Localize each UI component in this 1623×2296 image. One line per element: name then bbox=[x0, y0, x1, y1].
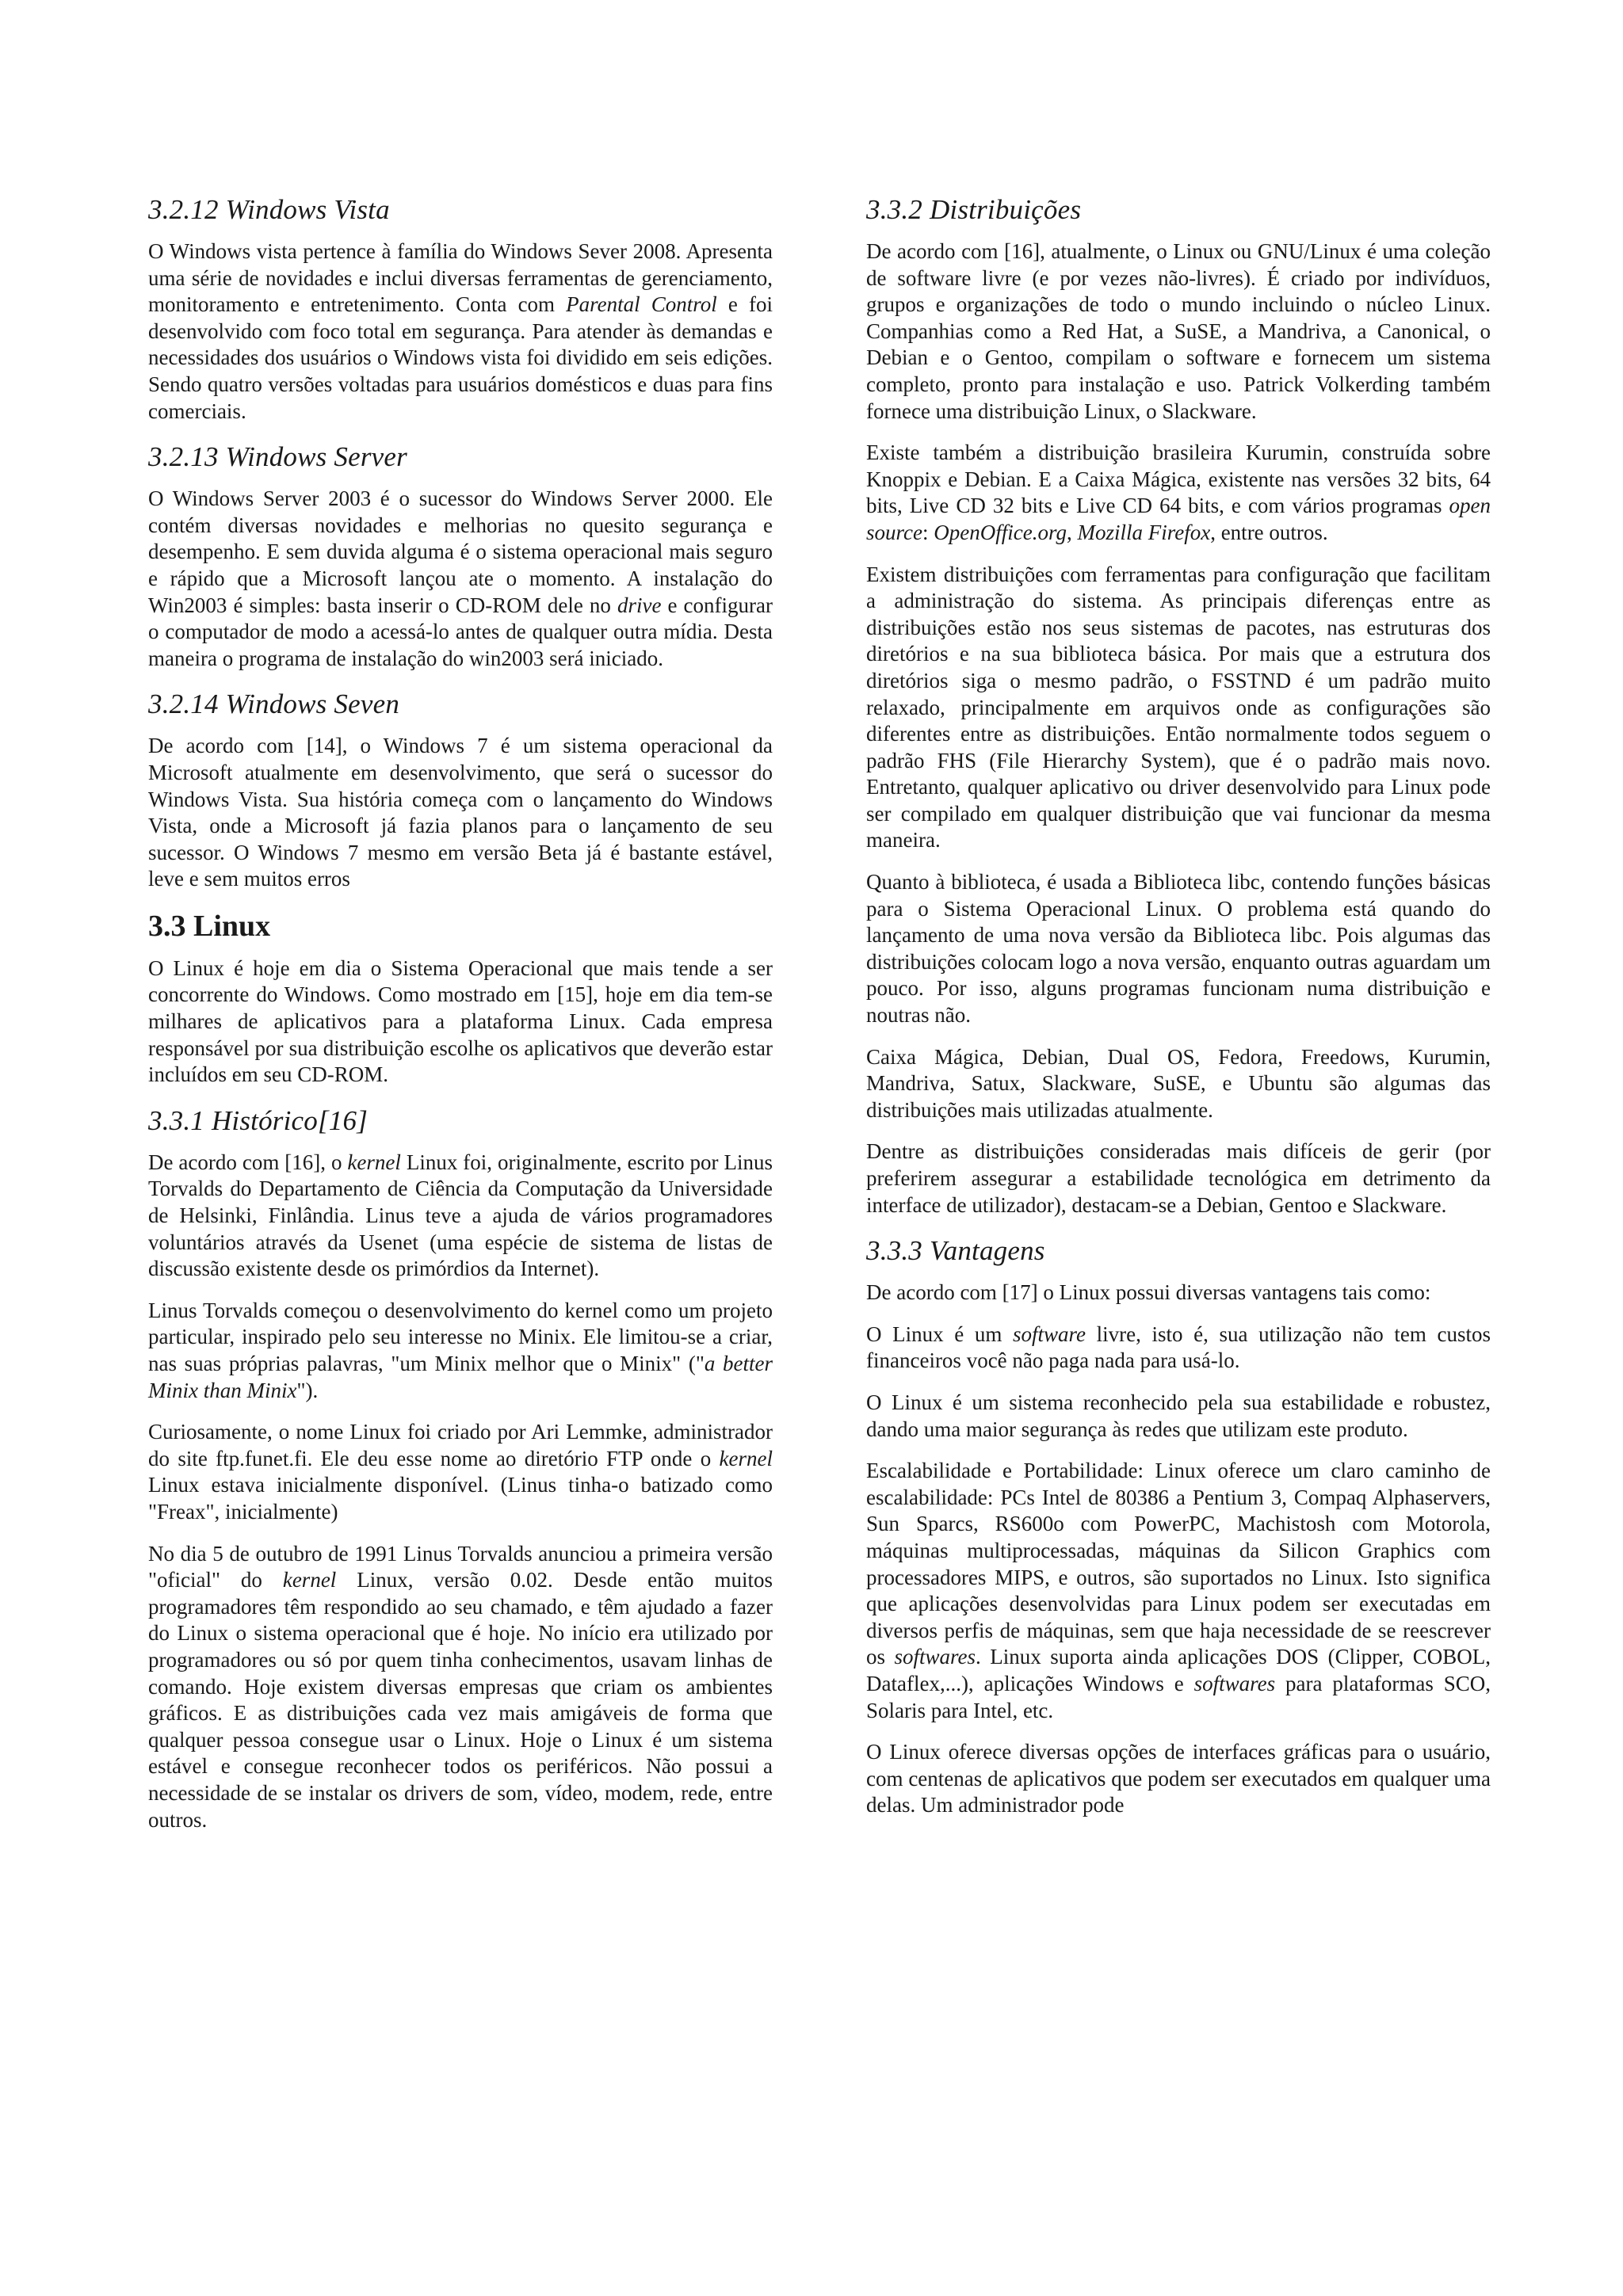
para-vantagens-5: O Linux oferece diversas opções de interfaces gráficas para o usuário, com centenas de aplicativos que podem ser executados em qualquer uma delas. Um administrador pode bbox=[866, 1740, 1491, 1817]
heading-3-2-14: 3.2.14 Windows Seven bbox=[148, 688, 400, 720]
heading-3-3-2: 3.3.2 Distribuições bbox=[866, 194, 1082, 225]
para-distribuicoes-5: Caixa Mágica, Debian, Dual OS, Fedora, Freedows, Kurumin, Mandriva, Satux, Slackware, SuSE, e Ubuntu são algumas das distribuições mais utilizadas atualmente. bbox=[866, 1044, 1491, 1122]
para-distribuicoes-1: De acordo com [16], atualmente, o Linux ou GNU/Linux é uma coleção de software livre (e por vezes não-livres). É criado por indivíduos, grupos e organizações de todo o mundo incluindo o núcleo Linux. Companhias como a Red Hat, a SuSE, a Mandriva, a Canonical, o Debian e o Gentoo, compilam o software e fornecem um sistema completo, pronto para instalação e uso. Patrick Volkerding também fornece uma distribuição Linux, o Slackware. bbox=[866, 239, 1491, 423]
para-distribuicoes-4: Quanto à biblioteca, é usada a Biblioteca libc, contendo funções básicas para o Sistema Operacional Linux. O problema está quando do lançamento de uma nova versão da Biblioteca libc. Pois algumas das distribuições colocam logo a nova versão, enquanto outras aguardam um pouco. Por isso, alguns programas funcionam numa distribuição e noutras não. bbox=[866, 870, 1491, 1028]
para-windows-vista: O Windows vista pertence à família do Windows Sever 2008. Apresenta uma série de novidades e inclui diversas ferramentas de gerenciamento, monitoramento e entretenimento. Conta com Parental Control e foi desenvolvido com foco total em segurança. Para atender às demandas e necessidades dos usuários o Windows vista foi dividido em seis edições. Sendo quatro versões voltadas para usuários domésticos e duas para fins comerciais. bbox=[148, 239, 773, 423]
para-historico-3: Curiosamente, o nome Linux foi criado por Ari Lemmke, administrador do site ftp.funet.fi. Ele deu esse nome ao diretório FTP onde o kernel Linux estava inicialmente disponível. (Linus tinha-o batizado como "Freax", inicialmente) bbox=[148, 1420, 773, 1524]
para-vantagens-4: Escalabilidade e Portabilidade: Linux oferece um claro caminho de escalabilidade: PCs Intel de 80386 a Pentium 3, Compaq Alphaservers, Sun Sparcs, RS600o com PowerPC, Machistosh com Motorola, máquinas multiprocessadas, máquinas da Silicon Graphics com processadores MIPS, e outros, são suportados no Linux. Isto significa que aplicações desenvolvidas para Linux podem ser executadas em diversos perfis de máquinas, sem que haja necessidade de se reescrever os softwares. Linux suporta ainda aplicações DOS (Clipper, COBOL, Dataflex,...), aplicações Windows e softwares para plataformas SCO, Solaris para Intel, etc. bbox=[866, 1459, 1491, 1722]
para-distribuicoes-6: Dentre as distribuições consideradas mais difíceis de gerir (por preferirem assegurar a estabilidade tecnológica em detrimento da interface de utilizador), destacam-se a Debian, Gentoo e Slackware. bbox=[866, 1139, 1491, 1217]
heading-3-3-3: 3.3.3 Vantagens bbox=[866, 1235, 1045, 1267]
para-linux-intro: O Linux é hoje em dia o Sistema Operacional que mais tende a ser concorrente do Windows. Como mostrado em [15], hoje em dia tem-se milhares de aplicativos para a plataforma Linux. Cada empresa responsável por sua distribuição escolhe os aplicativos que deverão estar incluídos em seu CD-ROM. bbox=[148, 955, 773, 1087]
para-historico-1: De acordo com [16], o kernel Linux foi, originalmente, escrito por Linus Torvalds do Departamento de Ciência da Computação da Universidade de Helsinki, Finlândia. Linus teve a ajuda de vários programadores voluntários através da Usenet (uma espécie de sistema de listas de discussão existente desde os primórdios da Internet). bbox=[148, 1150, 773, 1281]
heading-3-2-12: 3.2.12 Windows Vista bbox=[148, 194, 390, 225]
heading-3-2-13: 3.2.13 Windows Server bbox=[148, 441, 407, 473]
para-distribuicoes-2: Existe também a distribuição brasileira Kurumin, construída sobre Knoppix e Debian. E a Caixa Mágica, existente nas versões 32 bits, 64 bits, Live CD 32 bits e Live CD 64 bits, e com vários programas open source: OpenOffice.org, Mozilla Firefox, entre outros. bbox=[866, 441, 1491, 544]
right-column bbox=[866, 193, 1491, 1834]
para-historico-2: Linus Torvalds começou o desenvolvimento do kernel como um projeto particular, inspirado pelo seu interesse no Minix. Ele limitou-se a criar, nas suas próprias palavras, "um Minix melhor que o Minix" ("a better Minix than Minix"). bbox=[148, 1298, 773, 1402]
para-historico-4: No dia 5 de outubro de 1991 Linus Torvalds anunciou a primeira versão "oficial" do kernel Linux, versão 0.02. Desde então muitos programadores têm respondido ao seu chamado, e têm ajudado a fazer do Linux o sistema operacional que é hoje. No início era utilizado por programadores ou só por quem tinha conhecimentos, usavam linhas de comando. Hoje existem diversas empresas que criam os ambientes gráficos. E as distribuições cada vez mais amigáveis de forma que qualquer pessoa consegue usar o Linux. Hoje o Linux é um sistema estável e consegue reconhecer todos os periféricos. Não possui a necessidade de se instalar os drivers de som, vídeo, modem, rede, entre outros. bbox=[148, 1541, 773, 1832]
para-vantagens-3: O Linux é um sistema reconhecido pela sua estabilidade e robustez, dando uma maior segurança às redes que utilizam este produto. bbox=[866, 1390, 1491, 1441]
left-column bbox=[148, 193, 773, 1848]
para-distribuicoes-3: Existem distribuições com ferramentas para configuração que facilitam a administração do sistema. As principais diferenças entre as distribuições estão nos seus sistemas de pacotes, nas estruturas dos diretórios e na sua biblioteca básica. Por mais que a estrutura dos diretórios siga o mesmo padrão, o FSSTND é um padrão muito relaxado, principalmente em arquivos onde as configurações são diferentes entre as distribuições. Então normalmente todos seguem o padrão FHS (File Hierarchy System), que é o padrão mais novo. Entretanto, qualquer aplicativo ou driver desenvolvido para Linux pode ser compilado em qualquer distribuição que vai funcionar da mesma maneira. bbox=[866, 562, 1491, 852]
para-windows-seven: De acordo com [14], o Windows 7 é um sistema operacional da Microsoft atualmente em desenvolvimento, que será o sucessor do Windows Vista. Sua história começa com o lançamento do Windows Vista, onde a Microsoft já fazia planos para o lançamento de seu sucessor. O Windows 7 mesmo em versão Beta já é bastante estável, leve e sem muitos erros bbox=[148, 734, 773, 891]
para-vantagens-2: O Linux é um software livre, isto é, sua utilização não tem custos financeiros você não paga nada para usá-lo. bbox=[866, 1322, 1491, 1373]
heading-3-3-1: 3.3.1 Histórico[16] bbox=[148, 1104, 369, 1136]
para-windows-server: O Windows Server 2003 é o sucessor do Windows Server 2000. Ele contém diversas novidades e melhorias no quesito segurança e desempenho. E sem duvida alguma é o sistema operacional mais seguro e rápido que a Microsoft lançou ate o momento. A instalação do Win2003 é simples: basta inserir o CD-ROM dele no drive e configurar o computador de modo a acessá-lo antes de qualquer outra mídia. Desta maneira o programa de instalação do win2003 será iniciado. bbox=[148, 486, 773, 670]
para-vantagens-1: De acordo com [17] o Linux possui diversas vantagens tais como: bbox=[866, 1280, 1431, 1305]
heading-3-3: 3.3 Linux bbox=[148, 909, 271, 943]
